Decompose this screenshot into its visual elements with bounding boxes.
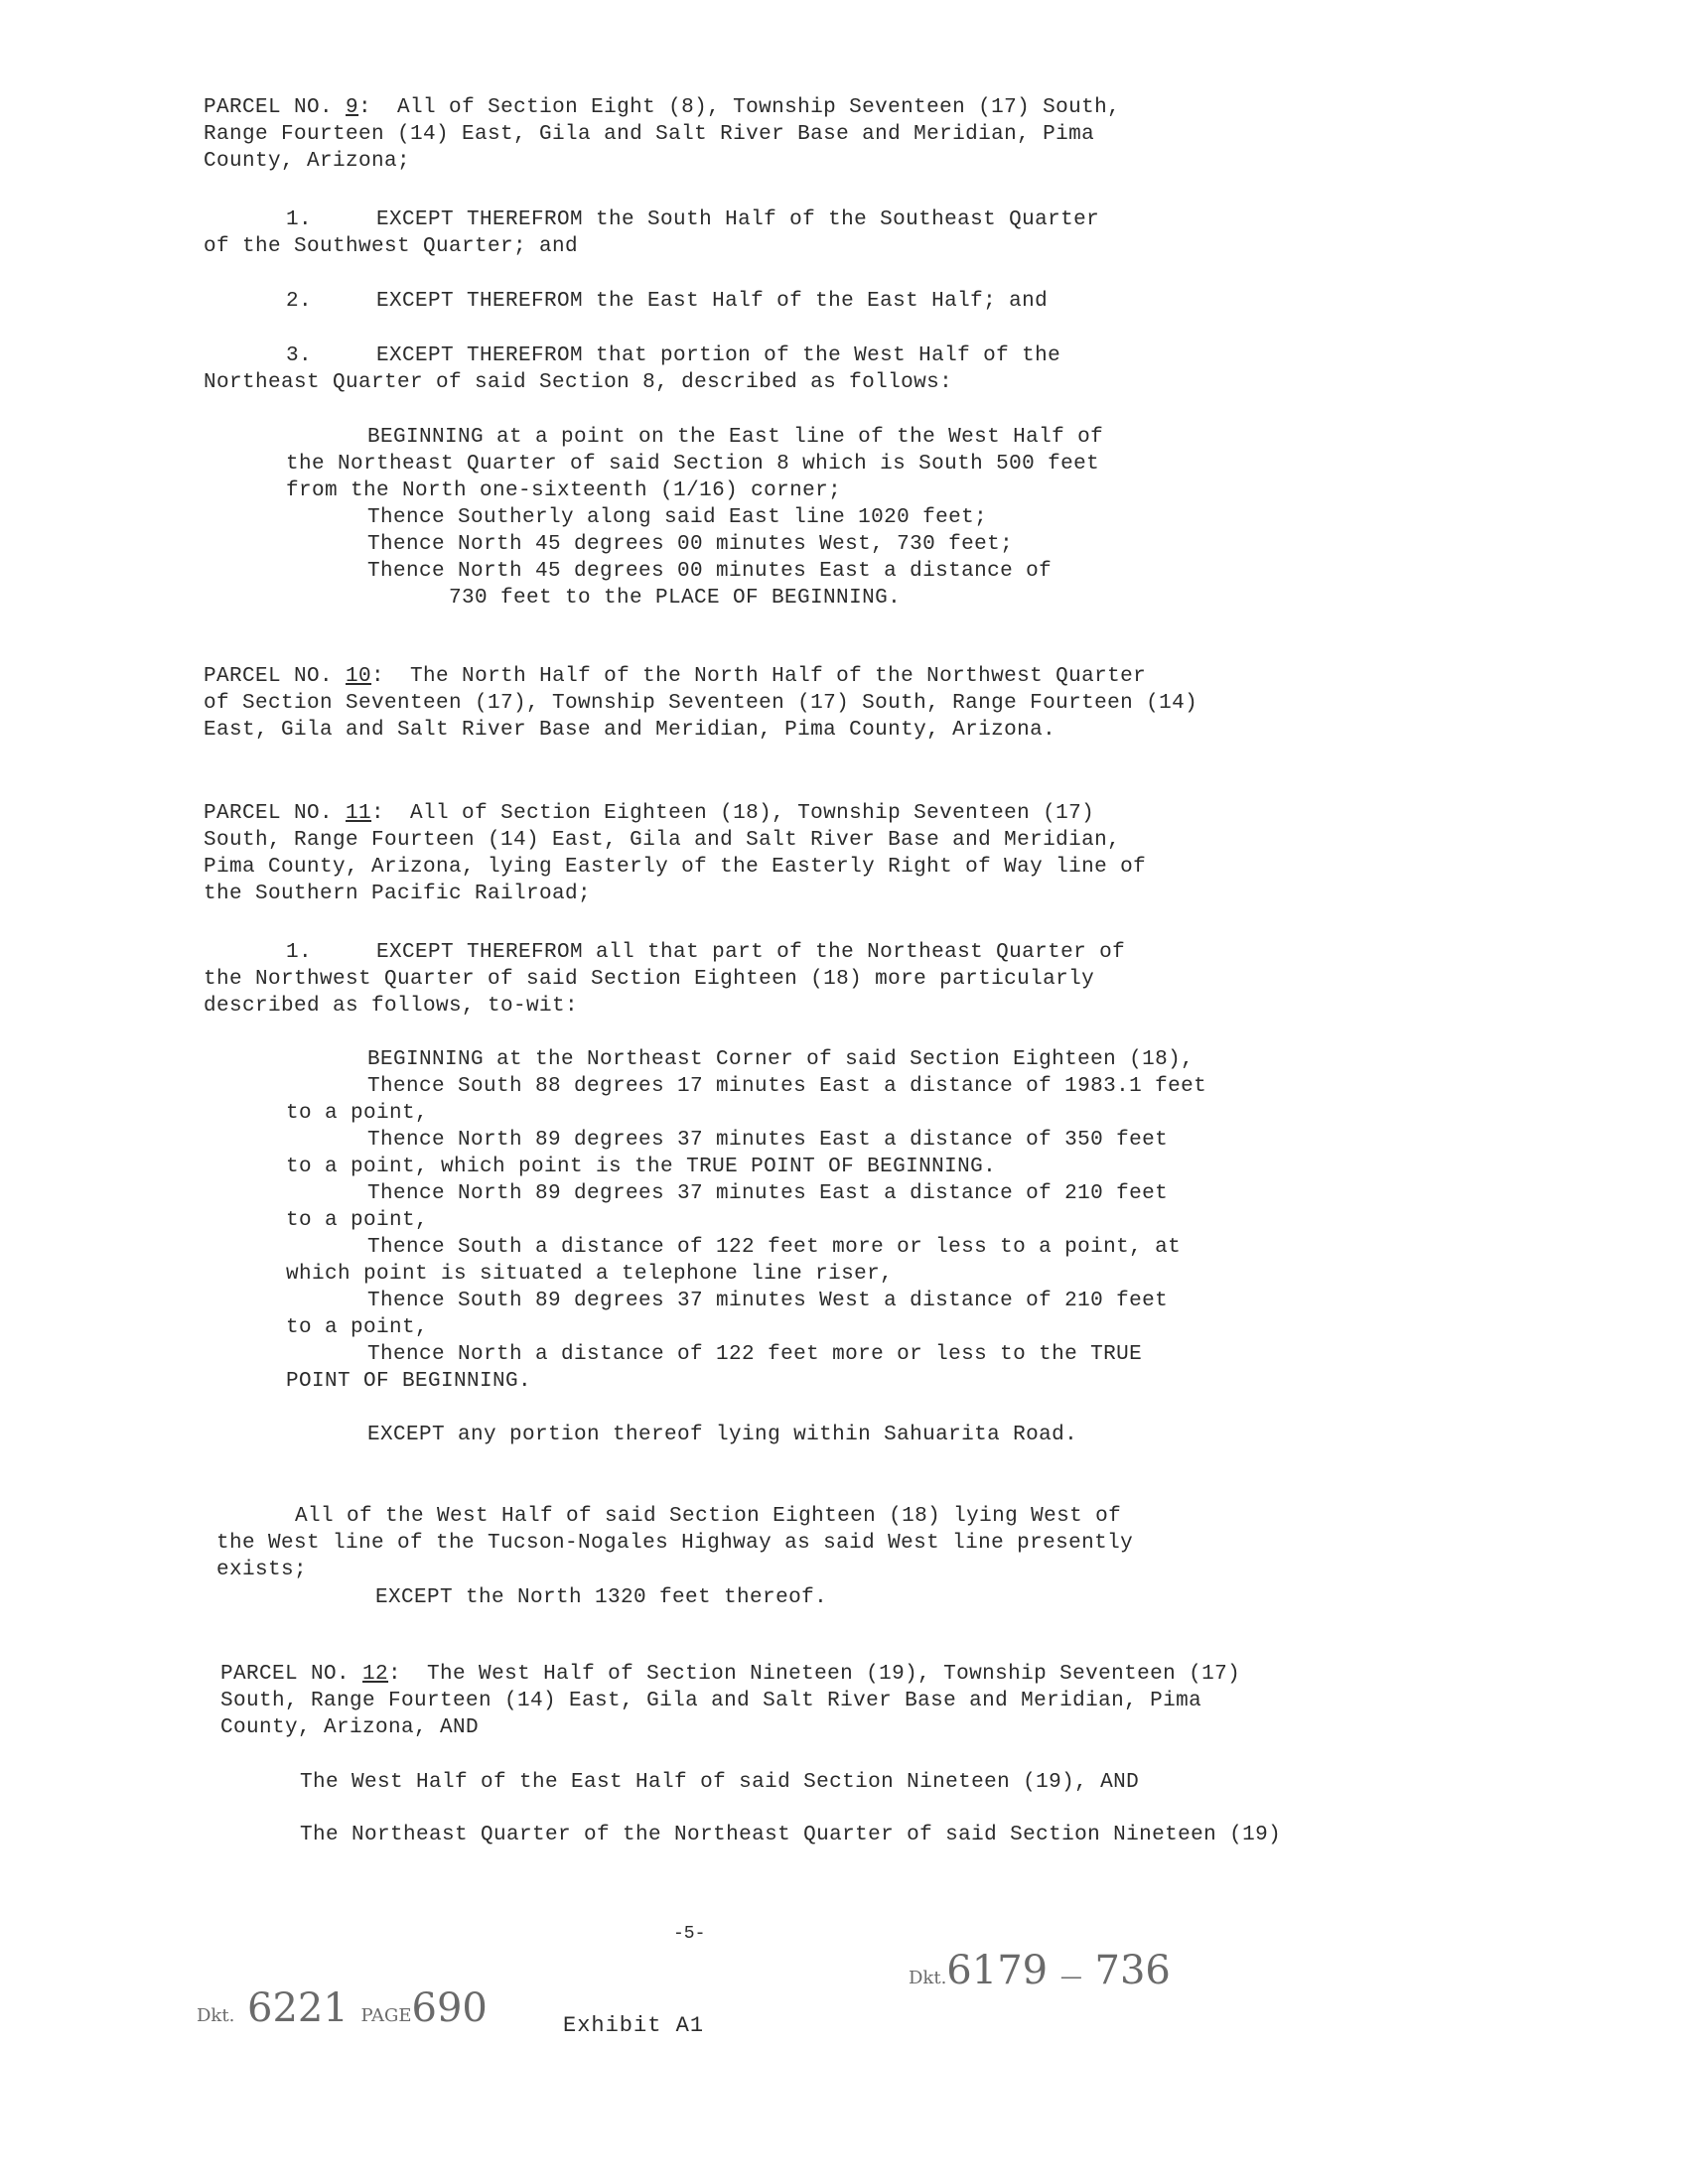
paragraph-line: East, Gila and Salt River Base and Meridian, Pima County, Arizona. (204, 719, 1056, 742)
paragraph-line: of Section Seventeen (17), Township Seventeen (17) South, Range Fourteen (14) (204, 692, 1198, 715)
parcel-9-heading: PARCEL NO. 9: All of Section Eight (8), Township Seventeen (17) South, (204, 96, 1121, 119)
paragraph-line: exists; (216, 1559, 308, 1581)
paragraph-line: Pima County, Arizona, lying Easterly of the Easterly Right of Way line of (204, 856, 1147, 879)
description-line: Thence South 89 degrees 37 minutes West a distance of 210 feet (367, 1290, 1169, 1312)
description-line: to a point, (286, 1102, 429, 1125)
exception-line: the Northwest Quarter of said Section Eighteen (18) more particularly (204, 968, 1095, 991)
exhibit-label: Exhibit A1 (563, 2013, 705, 2038)
description-line: the Northeast Quarter of said Section 8 which is South 500 feet (286, 453, 1100, 476)
paragraph-line: The Northeast Quarter of the Northeast Quarter of said Section Nineteen (19) (300, 1824, 1282, 1846)
paragraph-line: All of the West Half of said Section Eighteen (18) lying West of (295, 1505, 1122, 1528)
description-line: BEGINNING at the Northeast Corner of said Section Eighteen (18), (367, 1048, 1195, 1071)
exception-line: EXCEPT any portion thereof lying within Sahuarita Road. (367, 1424, 1078, 1446)
description-line: to a point, (286, 1316, 429, 1339)
description-line: Thence North a distance of 122 feet more or less to the TRUE (367, 1343, 1143, 1366)
exception-line: 3. EXCEPT THEREFROM that portion of the West Half of the (286, 344, 1061, 367)
paragraph-line: County, Arizona, AND (220, 1716, 480, 1739)
paragraph-line: the West line of the Tucson-Nogales Highway as said West line presently (216, 1532, 1134, 1555)
description-line: from the North one-sixteenth (1/16) corner; (286, 479, 842, 502)
description-line: which point is situated a telephone line riser, (286, 1263, 894, 1286)
description-line: Thence North 45 degrees 00 minutes West, 730 feet; (367, 533, 1014, 556)
parcel-number: 12 (362, 1663, 389, 1686)
description-line: Thence Southerly along said East line 1020 feet; (367, 506, 988, 529)
description-line: Thence South 88 degrees 17 minutes East a distance of 1983.1 feet (367, 1075, 1207, 1098)
exception-line: 1. EXCEPT THEREFROM all that part of the Northeast Quarter of (286, 941, 1126, 964)
description-line: to a point, (286, 1209, 429, 1232)
description-line: to a point, which point is the TRUE POINT OF BEGINNING. (286, 1156, 997, 1178)
paragraph-line: County, Arizona; (204, 150, 411, 173)
parcel-number: 11 (346, 802, 372, 825)
description-line: Thence South a distance of 122 feet more or less to a point, at (367, 1236, 1182, 1259)
parcel-11-heading: PARCEL NO. 11: All of Section Eighteen (18), Township Seventeen (17) (204, 802, 1095, 825)
description-line: Thence North 89 degrees 37 minutes East a distance of 210 feet (367, 1182, 1169, 1205)
description-line: POINT OF BEGINNING. (286, 1370, 532, 1393)
parcel-number: 10 (346, 665, 372, 688)
parcel-12-heading: PARCEL NO. 12: The West Half of Section Nineteen (19), Township Seventeen (17) (220, 1663, 1241, 1686)
paragraph-line: South, Range Fourteen (14) East, Gila and Salt River Base and Meridian, Pima (220, 1690, 1202, 1712)
exception-line: 2. EXCEPT THEREFROM the East Half of the East Half; and (286, 290, 1049, 313)
description-line: Thence North 45 degrees 00 minutes East a distance of (367, 560, 1053, 583)
exception-line: 1. EXCEPT THEREFROM the South Half of the Southeast Quarter (286, 208, 1100, 231)
recording-stamp-right: Dkt.6179 — 736 (909, 1948, 1171, 1993)
paragraph-line: the Southern Pacific Railroad; (204, 883, 592, 905)
exception-line: of the Southwest Quarter; and (204, 235, 579, 258)
description-line: BEGINNING at a point on the East line of the West Half of (367, 426, 1104, 449)
paragraph-line: Range Fourteen (14) East, Gila and Salt River Base and Meridian, Pima (204, 123, 1095, 146)
page-number: -5- (673, 1924, 706, 1944)
parcel-number: 9 (346, 96, 359, 119)
exception-line: Northeast Quarter of said Section 8, described as follows: (204, 371, 953, 394)
description-line: Thence North 89 degrees 37 minutes East a distance of 350 feet (367, 1129, 1169, 1152)
exception-line: described as follows, to-wit: (204, 995, 579, 1018)
paragraph-line: The West Half of the East Half of said Section Nineteen (19), AND (300, 1771, 1140, 1794)
parcel-10-heading: PARCEL NO. 10: The North Half of the North Half of the Northwest Quarter (204, 665, 1147, 688)
description-line: 730 feet to the PLACE OF BEGINNING. (449, 587, 902, 610)
paragraph-line: South, Range Fourteen (14) East, Gila and Salt River Base and Meridian, (204, 829, 1121, 852)
recording-stamp-left: Dkt. 6221 PAGE690 (197, 1985, 488, 2031)
exception-line: EXCEPT the North 1320 feet thereof. (375, 1586, 828, 1609)
